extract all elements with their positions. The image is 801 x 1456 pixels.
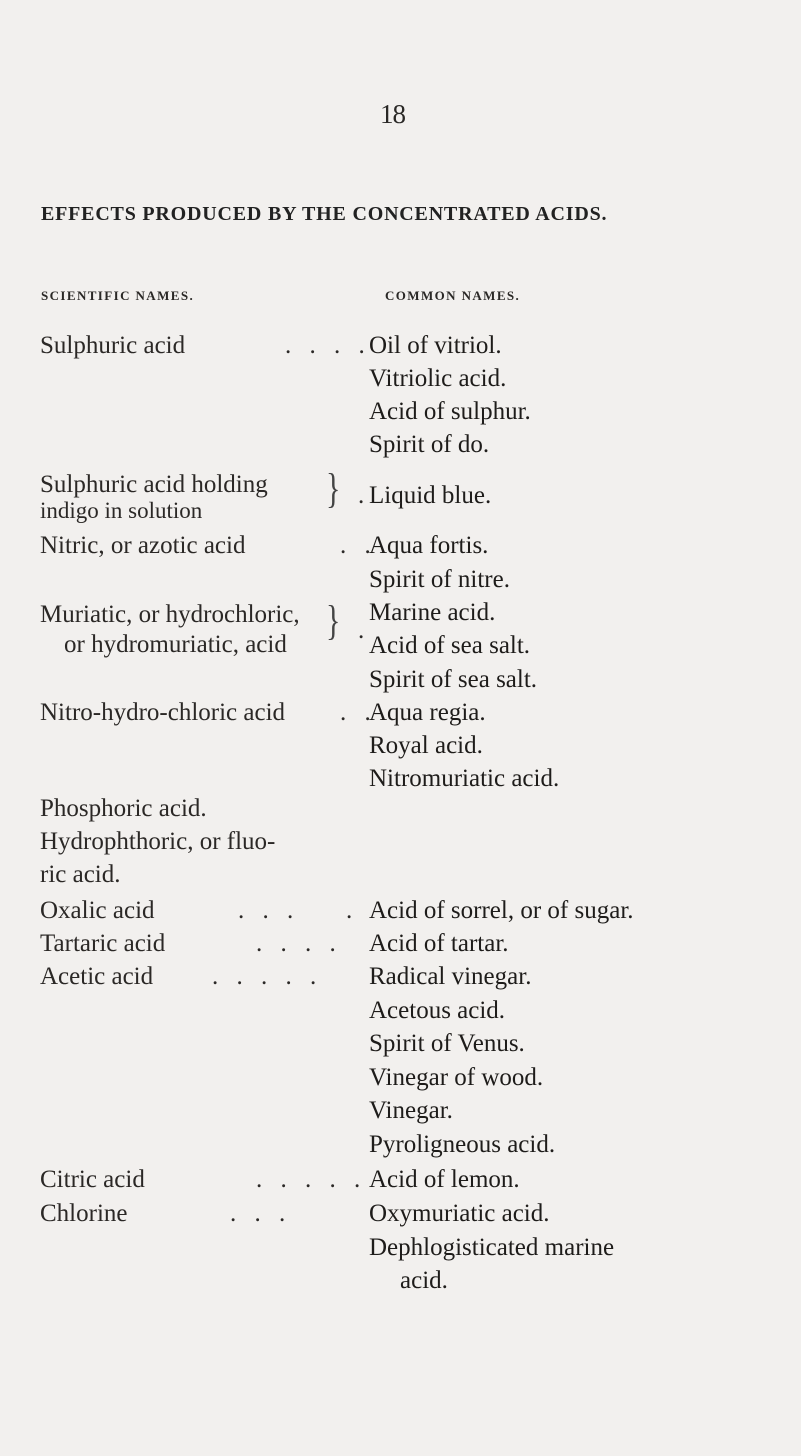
header-scientific-names: SCIENTIFIC NAMES. bbox=[41, 288, 195, 303]
com-vitriolic-acid: Vitriolic acid. bbox=[369, 365, 507, 392]
sci-acetic: Acetic acid bbox=[40, 963, 154, 990]
leader-citric: . . . . . bbox=[256, 1166, 367, 1193]
com-pyroligneous-acid: Pyroligneous acid. bbox=[369, 1131, 556, 1158]
com-aqua-regia: Aqua regia. bbox=[369, 699, 486, 726]
leader-nitric: . . bbox=[340, 532, 377, 559]
leader-indigo: . bbox=[358, 482, 371, 509]
sci-nitro-hydro-chloric: Nitro-hydro-chloric acid bbox=[40, 699, 286, 726]
header-common-names: COMMON NAMES. bbox=[385, 288, 521, 303]
com-acid-of-sulphur: Acid of sulphur. bbox=[369, 398, 531, 425]
com-oxymuriatic-acid: Oxymuriatic acid. bbox=[369, 1200, 550, 1227]
com-spirit-of-sea-salt: Spirit of sea salt. bbox=[369, 666, 538, 693]
leader-acetic: . . . . . bbox=[212, 963, 323, 990]
com-spirit-of-do: Spirit of do. bbox=[369, 431, 490, 458]
com-acid-of-tartar: Acid of tartar. bbox=[369, 930, 509, 957]
sci-muriatic-line1: Muriatic, or hydrochloric, bbox=[40, 601, 300, 628]
com-vinegar: Vinegar. bbox=[369, 1097, 453, 1124]
com-oil-of-vitriol: Oil of vitriol. bbox=[369, 332, 502, 359]
com-marine-acid: Marine acid. bbox=[369, 599, 496, 626]
com-spirit-of-venus: Spirit of Venus. bbox=[369, 1030, 525, 1057]
com-aqua-fortis: Aqua fortis. bbox=[369, 532, 489, 559]
com-nitromuriatic-acid: Nitromuriatic acid. bbox=[369, 765, 560, 792]
leader-tartaric: . . . . bbox=[256, 930, 342, 957]
leader-muriatic: . bbox=[358, 617, 371, 644]
com-liquid-blue: Liquid blue. bbox=[369, 482, 492, 509]
com-vinegar-of-wood: Vinegar of wood. bbox=[369, 1064, 544, 1091]
sci-sulphuric: Sulphuric acid bbox=[40, 332, 186, 359]
page-title: EFFECTS PRODUCED BY THE CONCENTRATED ACIDS. bbox=[41, 203, 608, 225]
sci-tartaric: Tartaric acid bbox=[40, 930, 166, 957]
sci-hydrophthoric-line1: Hydrophthoric, or fluo- bbox=[40, 828, 276, 855]
com-spirit-of-nitre: Spirit of nitre. bbox=[369, 566, 510, 593]
sci-nitric: Nitric, or azotic acid bbox=[40, 532, 246, 559]
com-acid-of-sorrel: Acid of sorrel, or of sugar. bbox=[369, 897, 634, 924]
brace-indigo: } bbox=[326, 466, 341, 513]
sci-citric: Citric acid bbox=[40, 1166, 145, 1193]
brace-muriatic: } bbox=[326, 598, 341, 645]
leader-sulphuric: . . . . bbox=[285, 332, 371, 359]
leader-oxalic-end: . bbox=[346, 897, 359, 924]
leader-chlorine: . . . bbox=[230, 1200, 292, 1227]
sci-phosphoric: Phosphoric acid. bbox=[40, 795, 207, 822]
sci-muriatic-line2: or hydromuriatic, acid bbox=[64, 631, 287, 658]
page-number: 18 bbox=[380, 99, 405, 129]
sci-sulphuric-indigo-line2: indigo in solution bbox=[40, 498, 203, 523]
com-royal-acid: Royal acid. bbox=[369, 732, 483, 759]
sci-chlorine: Chlorine bbox=[40, 1200, 128, 1227]
leader-nitro: . . bbox=[340, 699, 377, 726]
com-acetous-acid: Acetous acid. bbox=[369, 997, 506, 1024]
sci-sulphuric-indigo-line1: Sulphuric acid holding bbox=[40, 471, 268, 498]
leader-oxalic: . . . bbox=[238, 897, 300, 924]
com-acid-of-sea-salt: Acid of sea salt. bbox=[369, 632, 531, 659]
sci-hydrophthoric-line2: ric acid. bbox=[40, 861, 121, 888]
com-dephlogisticated-marine-line1: Dephlogisticated marine bbox=[369, 1234, 615, 1261]
com-radical-vinegar: Radical vinegar. bbox=[369, 963, 532, 990]
com-acid-of-lemon: Acid of lemon. bbox=[369, 1166, 520, 1193]
sci-oxalic: Oxalic acid bbox=[40, 897, 155, 924]
com-dephlogisticated-marine-line2: acid. bbox=[400, 1267, 448, 1294]
